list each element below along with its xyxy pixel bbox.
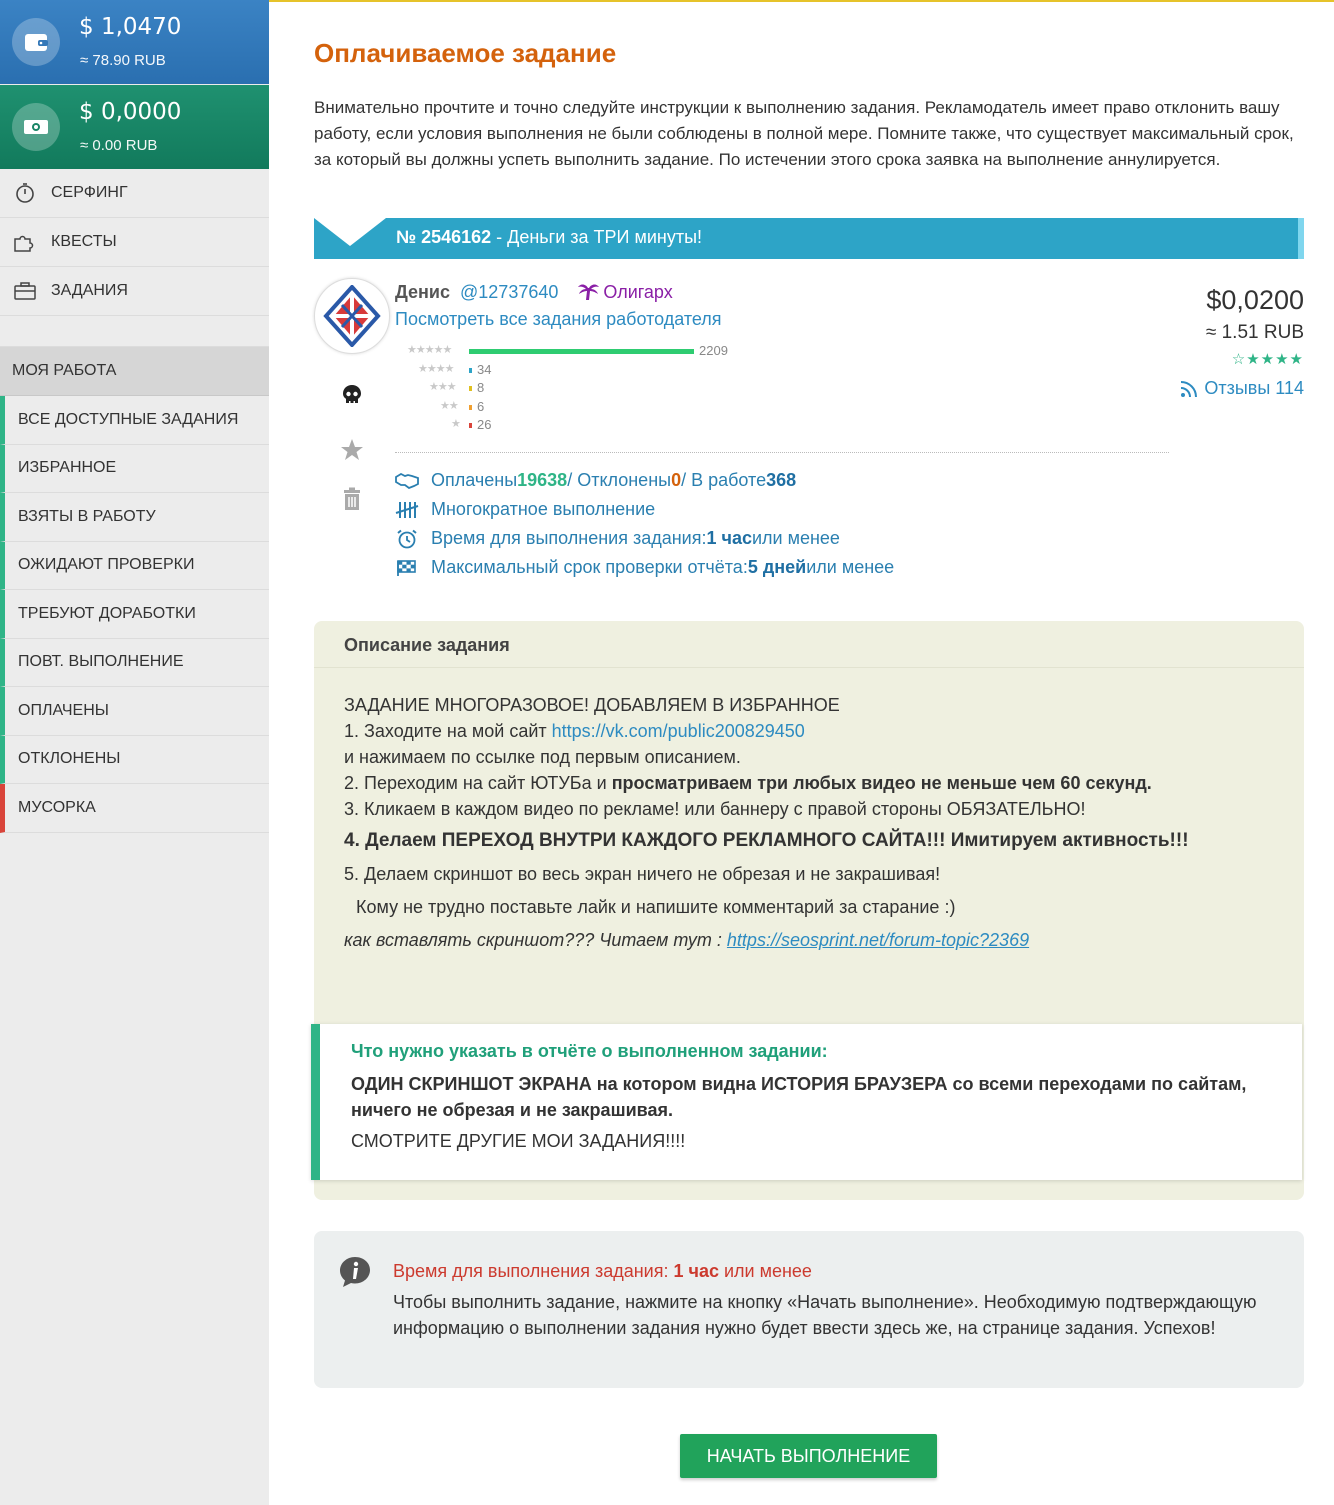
chevron-notch [314, 218, 386, 259]
author-id[interactable]: @12737640 [460, 282, 559, 302]
ad-balance-rub: ≈ 0.00 RUB [80, 137, 158, 154]
rating-count: 8 [477, 380, 485, 395]
reviews-label: Отзывы 114 [1204, 378, 1304, 398]
price-usd: $0,0200 [1206, 285, 1304, 315]
menu-label: СЕРФИНГ [51, 184, 128, 201]
rating-row-stars: ★ [451, 418, 460, 430]
rating-count: 34 [477, 361, 492, 377]
star-favorite-icon[interactable] [340, 438, 364, 462]
sidebar-item-paid[interactable]: ОПЛАЧЕНЫ [0, 687, 269, 736]
forum-link[interactable]: https://seosprint.net/forum-topic?2369 [726, 930, 1030, 950]
task-title-bar [314, 218, 1304, 259]
skull-icon[interactable] [340, 383, 364, 407]
info-body: Чтобы выполнить задание, нажмите на кнопку «Начать выполнение». Необходимую подтверждающую информацию о выполнении задания нужно будет ввести здесь же, на странице задания. Успехов! [393, 1292, 1257, 1338]
balance-rub: ≈ 78.90 RUB [80, 52, 166, 69]
rating-stars: ☆★★★★ [1231, 351, 1304, 368]
desc-line: 3. Кликаем в каждом видео по рекламе! или баннеру с правой стороны ОБЯЗАТЕЛЬНО! [344, 799, 1086, 819]
info-box [314, 1231, 1304, 1388]
menu-item-quests[interactable] [0, 218, 269, 267]
puzzle-icon [12, 231, 38, 253]
desc-line: 1. Заходите на мой сайт https://vk.com/public200829450 [344, 721, 805, 741]
ad-balance-amount: $ 0,0000 [79, 99, 182, 125]
intro-text: Внимательно прочтите и точно следуйте инструкции к выполнению задания. Рекламодатель имеет право отклонить вашу работу, если условия выполнения не были соблюдены в полной мере. Помните также, что существует максимальный срок, за который вы должны успеть выполнить задание. По истечении этого срока заявка на выполнение аннулируется. [314, 98, 1294, 169]
stat-time: Время для выполнения задания: 1 час или менее [395, 528, 840, 549]
author-rank: Олигарх [603, 282, 673, 302]
description-heading: Описание задания [344, 635, 510, 655]
wallet-icon [12, 18, 60, 66]
rating-bar [469, 386, 472, 391]
balance-amount: $ 1,0470 [79, 14, 182, 40]
rss-icon [1180, 380, 1198, 398]
sidebar-item-rejected[interactable]: ОТКЛОНЕНЫ [0, 736, 269, 785]
divider [395, 452, 1169, 453]
all-employer-tasks-link[interactable]: Посмотреть все задания работодателя [395, 309, 722, 329]
sidebar-item-repeat[interactable]: ПОВТ. ВЫПОЛНЕНИЕ [0, 639, 269, 688]
author-line [395, 282, 673, 305]
rating-count: 2209 [699, 343, 728, 358]
top-accent-line [269, 0, 1334, 2]
in-work-count: 368 [766, 470, 797, 490]
task-name: - Деньги за ТРИ минуты! [491, 227, 703, 247]
rating-row-stars: ★★★ [429, 381, 456, 393]
sidebar-item-awaiting-review[interactable]: ОЖИДАЮТ ПРОВЕРКИ [0, 542, 269, 591]
start-task-button[interactable]: НАЧАТЬ ВЫПОЛНЕНИЕ [680, 1434, 937, 1478]
price-rub: ≈ 1.51 RUB [1205, 322, 1304, 343]
task-title [396, 227, 702, 248]
avatar[interactable] [314, 278, 390, 354]
my-work-header[interactable]: МОЯ РАБОТА [0, 347, 269, 396]
rejected-count: 0 [671, 470, 682, 490]
menu-label: ЗАДАНИЯ [51, 282, 128, 299]
page-title: Оплачиваемое задание [314, 38, 617, 68]
rating-count: 6 [477, 398, 485, 414]
ad-balance[interactable] [0, 85, 269, 169]
sidebar-item-all-tasks[interactable]: ВСЕ ДОСТУПНЫЕ ЗАДАНИЯ [0, 396, 269, 445]
stat-multiple: Многократное выполнение [395, 499, 655, 520]
report-requirements [311, 1024, 1302, 1180]
price-block [1180, 285, 1304, 399]
rating-bar [469, 368, 472, 373]
stat-check-deadline: Максимальный срок проверки отчёта: 5 дней или менее [395, 557, 894, 578]
author-name[interactable]: Денис [395, 282, 451, 302]
timer-icon [12, 182, 38, 204]
menu-item-surfing[interactable] [0, 169, 269, 218]
rating-bar [469, 405, 472, 410]
avatar-logo-icon [322, 285, 382, 347]
check-value: 5 дней [747, 557, 807, 577]
trash-icon[interactable] [340, 487, 364, 511]
sidebar [0, 0, 269, 1505]
sidebar-item-in-progress[interactable]: ВЗЯТЫ В РАБОТУ [0, 493, 269, 542]
rating-row-stars: ★★ [440, 399, 458, 412]
description-body [344, 692, 1284, 953]
divider [314, 667, 1304, 668]
desc-line: Кому не трудно поставьте лайк и напишите комментарий за старание :) [356, 897, 956, 917]
rating-count: 26 [477, 417, 492, 432]
main-balance[interactable] [0, 0, 269, 84]
task-description-box [314, 621, 1304, 1200]
handshake-icon [395, 471, 419, 491]
vk-link[interactable]: https://vk.com/public200829450 [551, 721, 805, 741]
sidebar-item-trash[interactable]: МУСОРКА [0, 784, 269, 833]
reviews-link[interactable] [1180, 378, 1304, 399]
desc-line: 5. Делаем скриншот во весь экран ничего не обрезая и не закрашивая! [344, 864, 941, 884]
paid-count: 19638 [517, 470, 568, 490]
report-heading: Что нужно указать в отчёте о выполненном задании: [351, 1041, 828, 1061]
desc-line: и нажимаем по ссылке под первым описанием. [344, 747, 741, 767]
task-number: № 2546162 [396, 227, 492, 247]
time-value: 1 час [706, 528, 752, 548]
rating-bar [469, 423, 472, 428]
rating-row-stars: ★★★★ [418, 362, 454, 375]
desc-line: 4. Делаем ПЕРЕХОД ВНУТРИ КАЖДОГО РЕКЛАМНОГО САЙТА!!! Имитируем активность!!! [344, 830, 1189, 851]
alarm-clock-icon [395, 529, 419, 549]
desc-line: ЗАДАНИЕ МНОГОРАЗОВОЕ! ДОБАВЛЯЕМ В ИЗБРАННОЕ [344, 695, 840, 715]
menu-item-tasks[interactable] [0, 267, 269, 316]
report-body: ОДИН СКРИНШОТ ЭКРАНА на котором видна ИСТОРИЯ БРАУЗЕРА со всеми переходами по сайтам, ничего не обрезая и не закрашивая. [351, 1074, 1247, 1120]
desc-line: 2. Переходим на сайт ЮТУБа и просматриваем три любых видео не меньше чем 60 секунд. [344, 773, 1152, 793]
desc-line: как вставлять скриншот??? Читаем тут : https://seosprint.net/forum-topic?2369 [344, 930, 1030, 950]
menu-spacer [0, 316, 269, 347]
info-icon [338, 1255, 372, 1289]
cash-icon [12, 103, 60, 151]
report-note: СМОТРИТЕ ДРУГИЕ МОИ ЗАДАНИЯ!!!! [351, 1131, 686, 1151]
rating-row-stars: ★★★★★ [407, 344, 452, 356]
info-time: Время для выполнения задания: 1 час или менее [393, 1261, 812, 1281]
palm-icon [577, 282, 599, 305]
checkered-flag-icon [395, 558, 419, 578]
sidebar-item-favorites[interactable]: ИЗБРАННОЕ [0, 445, 269, 494]
stat-counts: Оплачены 19638 / Отклонены 0 / В работе 368 [395, 470, 796, 491]
sidebar-item-need-revision[interactable]: ТРЕБУЮТ ДОРАБОТКИ [0, 590, 269, 639]
briefcase-icon [12, 280, 38, 302]
tally-icon [395, 500, 419, 520]
menu-label: КВЕСТЫ [51, 233, 117, 250]
rating-bar [469, 349, 694, 354]
